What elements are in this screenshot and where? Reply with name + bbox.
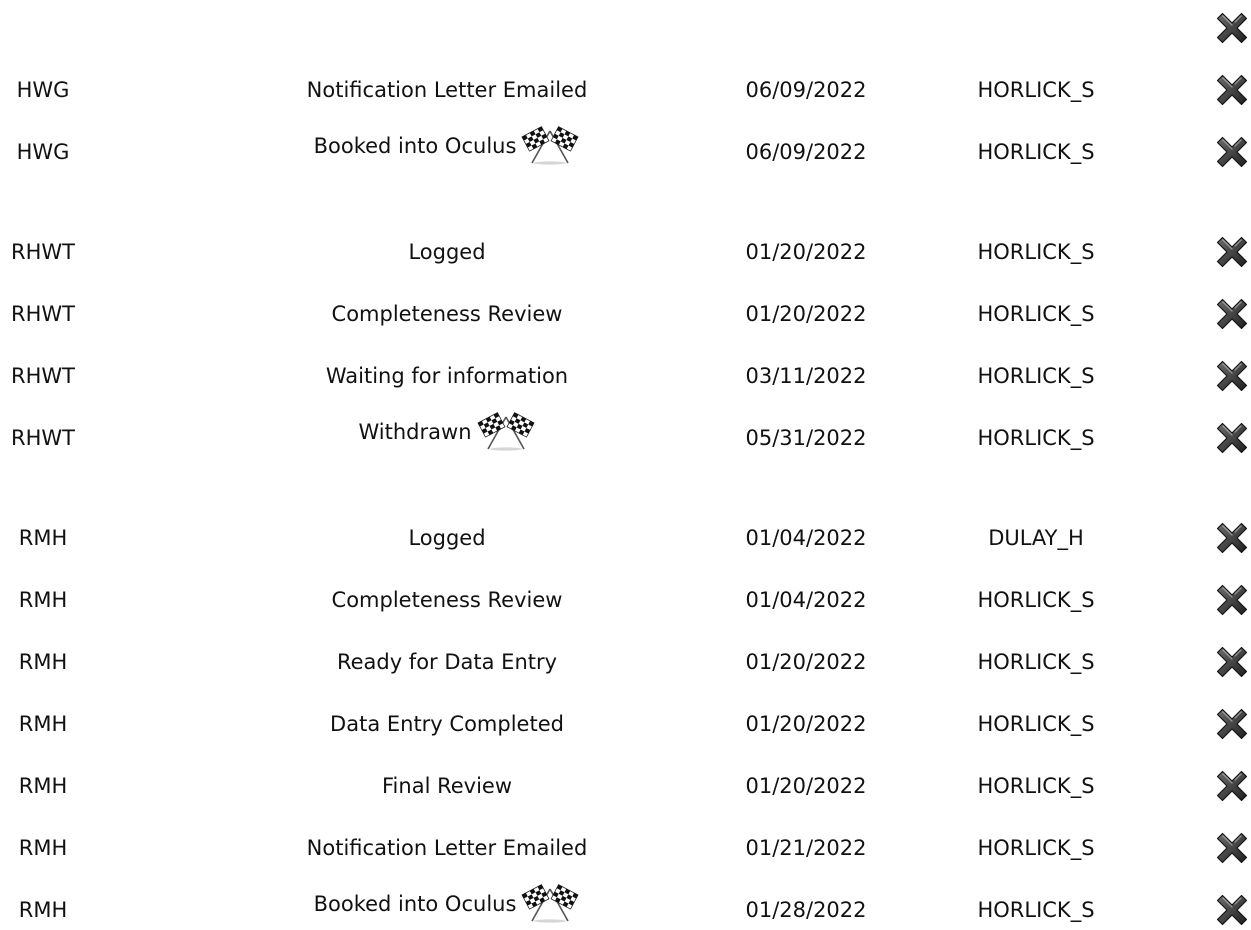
checkered-flag-icon (520, 125, 580, 165)
table-row (0, 418, 1251, 458)
delete-button[interactable] (1212, 70, 1251, 110)
delete-button[interactable] (1212, 642, 1251, 682)
status-label: Final Review (382, 774, 512, 798)
table-row (0, 518, 1251, 558)
status-label: Completeness Review (331, 302, 563, 326)
delete-button[interactable] (1212, 294, 1251, 334)
org-cell: HWG (16, 140, 70, 164)
delete-button[interactable] (1212, 890, 1251, 930)
date-cell: 01/20/2022 (745, 240, 867, 264)
delete-button[interactable] (1212, 704, 1251, 744)
table-row (0, 766, 1251, 806)
user-cell: DULAY_H (988, 526, 1084, 550)
status-with-flag (359, 412, 536, 453)
delete-button[interactable] (1212, 8, 1251, 48)
status-cell (250, 518, 644, 558)
delete-button[interactable] (1212, 232, 1251, 272)
delete-button[interactable] (1212, 132, 1251, 172)
status-label: Booked into Oculus (313, 134, 517, 158)
date-cell: 01/21/2022 (745, 836, 867, 860)
user-cell: HORLICK_S (977, 650, 1095, 674)
delete-x-icon[interactable] (1215, 297, 1249, 331)
org-cell: RMH (18, 774, 68, 798)
delete-x-icon[interactable] (1215, 707, 1249, 741)
table-row (0, 70, 1251, 110)
status-cell (250, 828, 644, 868)
org-cell: RMH (18, 526, 68, 550)
status-label: Withdrawn (358, 420, 472, 444)
date-cell (706, 8, 906, 48)
org-cell: RMH (18, 836, 68, 860)
user-cell: HORLICK_S (977, 364, 1095, 388)
delete-x-icon[interactable] (1215, 831, 1249, 865)
date-cell: 01/28/2022 (745, 898, 867, 922)
status-label: Logged (408, 240, 486, 264)
delete-button[interactable] (1212, 518, 1251, 558)
table-row (0, 580, 1251, 620)
table-row (0, 356, 1251, 396)
status-with-flag (314, 884, 581, 925)
user-cell: HORLICK_S (977, 588, 1095, 612)
status-cell (250, 642, 644, 682)
table-row (0, 232, 1251, 272)
status-label: Ready for Data Entry (336, 650, 558, 674)
delete-x-icon[interactable] (1215, 235, 1249, 269)
org-cell: HWG (16, 78, 70, 102)
status-cell (250, 884, 644, 924)
status-cell (250, 232, 644, 272)
status-cell (250, 580, 644, 620)
date-cell: 01/20/2022 (745, 774, 867, 798)
status-cell (250, 766, 644, 806)
checkered-flag-icon (476, 411, 536, 451)
date-cell: 01/20/2022 (745, 712, 867, 736)
delete-x-icon[interactable] (1215, 521, 1249, 555)
status-cell (250, 8, 644, 48)
org-cell: RHWT (11, 240, 75, 264)
delete-button[interactable] (1212, 828, 1251, 868)
status-label: Data Entry Completed (330, 712, 564, 736)
user-cell: HORLICK_S (977, 78, 1095, 102)
org-cell: RMH (18, 712, 68, 736)
status-label: Booked into Oculus (313, 892, 517, 916)
status-cell (250, 704, 644, 744)
table-row (0, 828, 1251, 868)
user-cell: HORLICK_S (977, 774, 1095, 798)
delete-button[interactable] (1212, 418, 1251, 458)
org-cell: RHWT (11, 426, 75, 450)
user-cell: HORLICK_S (977, 140, 1095, 164)
status-label: Notification Letter Emailed (306, 836, 588, 860)
delete-x-icon[interactable] (1215, 11, 1249, 45)
table-row (0, 642, 1251, 682)
org-cell (0, 8, 86, 48)
status-label: Waiting for information (325, 364, 569, 388)
delete-x-icon[interactable] (1215, 135, 1249, 169)
delete-button[interactable] (1212, 580, 1251, 620)
date-cell: 01/04/2022 (745, 526, 867, 550)
delete-button[interactable] (1212, 356, 1251, 396)
org-cell: RMH (18, 650, 68, 674)
status-cell (250, 294, 644, 334)
delete-x-icon[interactable] (1215, 421, 1249, 455)
user-cell: HORLICK_S (977, 426, 1095, 450)
table-row (0, 884, 1251, 924)
status-cell (250, 70, 644, 110)
delete-x-icon[interactable] (1215, 893, 1249, 927)
date-cell: 06/09/2022 (745, 78, 867, 102)
status-label: Logged (408, 526, 486, 550)
date-cell: 01/20/2022 (745, 302, 867, 326)
table-row (0, 132, 1251, 172)
user-cell: HORLICK_S (977, 302, 1095, 326)
status-label: Notification Letter Emailed (306, 78, 588, 102)
org-cell: RHWT (11, 364, 75, 388)
status-cell (250, 418, 644, 458)
date-cell: 01/20/2022 (745, 650, 867, 674)
date-cell: 05/31/2022 (745, 426, 867, 450)
status-cell (250, 132, 644, 172)
date-cell: 03/11/2022 (745, 364, 867, 388)
table-row (0, 704, 1251, 744)
status-label: Completeness Review (331, 588, 563, 612)
status-with-flag (314, 126, 581, 167)
table-row (0, 8, 1251, 48)
delete-button[interactable] (1212, 766, 1251, 806)
delete-x-icon[interactable] (1215, 769, 1249, 803)
delete-x-icon[interactable] (1215, 583, 1249, 617)
user-cell: HORLICK_S (977, 898, 1095, 922)
checkered-flag-icon (520, 883, 580, 923)
status-cell (250, 356, 644, 396)
table-row (0, 294, 1251, 334)
user-cell: HORLICK_S (977, 836, 1095, 860)
org-cell: RMH (18, 898, 68, 922)
user-cell (936, 8, 1136, 48)
delete-x-icon[interactable] (1215, 359, 1249, 393)
date-cell: 06/09/2022 (745, 140, 867, 164)
delete-x-icon[interactable] (1215, 645, 1249, 679)
user-cell: HORLICK_S (977, 240, 1095, 264)
org-cell: RHWT (11, 302, 75, 326)
user-cell: HORLICK_S (977, 712, 1095, 736)
org-cell: RMH (18, 588, 68, 612)
delete-x-icon[interactable] (1215, 73, 1249, 107)
date-cell: 01/04/2022 (745, 588, 867, 612)
